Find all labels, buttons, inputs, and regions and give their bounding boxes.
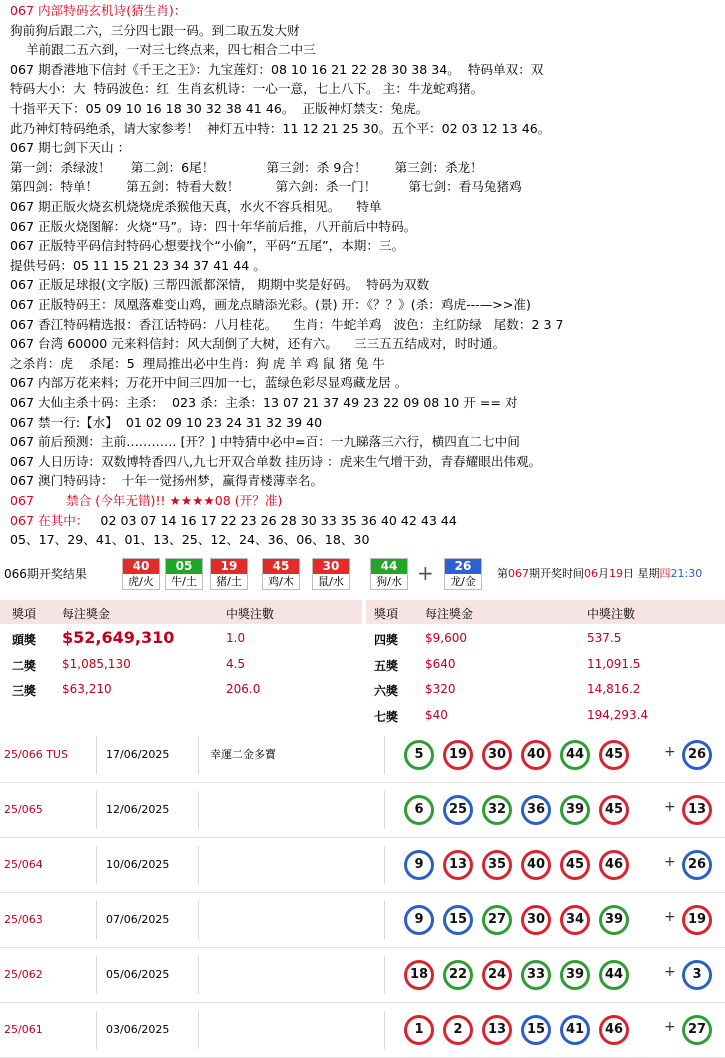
text-line: 特码大小：大 特码波色：红 生肖玄机诗：一心一意，七上八下。 主：牛龙蛇鸡猪。 xyxy=(10,81,484,97)
history-ball: 35 xyxy=(482,850,512,880)
next-draw-weekday: 四 xyxy=(659,567,671,580)
history-ball: 9 xyxy=(404,905,434,935)
text-line: 狗前狗后跟二六，三分四七跟一码。到二取五发大财 xyxy=(10,22,300,38)
result-ball-zodiac: 狗/水 xyxy=(376,575,402,588)
result-ball-number: 30 xyxy=(313,559,349,574)
text-line: 提供号码：05 11 15 21 23 34 37 41 44 。 xyxy=(10,257,266,273)
column-divider xyxy=(384,901,385,939)
prize-amount: $640 xyxy=(425,656,456,671)
column-divider xyxy=(96,791,97,829)
history-special-ball: 13 xyxy=(682,795,712,825)
text-line: 此乃神灯特码绝杀，请大家参考！ 神灯五中特：11 12 21 25 30。五个平：02 03 12 13 46。 xyxy=(10,120,551,136)
next-draw-month: 06 xyxy=(584,567,598,580)
history-ball: 45 xyxy=(599,740,629,770)
prize-table xyxy=(0,600,725,726)
column-divider xyxy=(198,1011,199,1049)
column-divider xyxy=(384,846,385,884)
history-ball: 9 xyxy=(404,850,434,880)
prize-name: 頭獎 xyxy=(12,633,37,647)
column-divider xyxy=(96,736,97,774)
text-line: 第四剑：特单！ 第五剑：特看大数！ 第六剑：杀一门！ 第七剑：看马兔猪鸡 xyxy=(10,179,522,195)
history-ball: 34 xyxy=(560,905,590,935)
prize-amount: $52,649,310 xyxy=(62,628,175,647)
next-draw-time: 21:30 xyxy=(670,567,703,580)
history-date: 07/06/2025 xyxy=(106,913,170,926)
prize-header-cell: 中獎注數 xyxy=(587,607,636,621)
result-ball-tile xyxy=(312,558,350,590)
history-note: 幸運二金多寶 xyxy=(210,748,276,761)
prize-name: 三獎 xyxy=(12,684,37,698)
prize-header-cell: 每注獎金 xyxy=(425,607,474,621)
text-line: 067 台湾 60000 元来料信封：风大刮倒了大树，还有六。 三三五五结成对，时时通。 xyxy=(10,336,506,352)
prize-count: 4.5 xyxy=(226,656,246,671)
history-ball: 39 xyxy=(560,795,590,825)
prize-header-right xyxy=(366,600,725,624)
history-ball: 15 xyxy=(443,905,473,935)
results-strip-label: 066期开奖结果 xyxy=(4,567,87,581)
history-ball: 46 xyxy=(599,1015,629,1045)
history-ball: 36 xyxy=(521,795,551,825)
history-special-ball: 19 xyxy=(682,905,712,935)
prize-name: 五獎 xyxy=(374,658,399,673)
history-issue: 25/063 xyxy=(4,913,43,926)
history-issue: 25/062 xyxy=(4,968,43,981)
column-divider xyxy=(198,846,199,884)
prize-amount: $40 xyxy=(425,707,448,722)
prize-count: 194,293.4 xyxy=(587,707,649,722)
history-date: 03/06/2025 xyxy=(106,1023,170,1036)
column-divider xyxy=(384,956,385,994)
text-line: 067 澳门特码诗： 十年一觉扬州梦，赢得青楼薄幸名。 xyxy=(10,473,324,489)
history-special-ball: 27 xyxy=(682,1015,712,1045)
prize-header-cell: 中獎注數 xyxy=(226,607,275,621)
special-ball-number: 26 xyxy=(445,559,481,574)
result-ball-number: 45 xyxy=(263,559,299,574)
text-line: 067 大仙主杀十码：主杀： 023 杀：主杀：13 07 21 37 49 23 22 09 08 10 开 == 对 xyxy=(10,395,518,410)
text-line: 第一剑：杀绿波！ 第二剑：6尾！ 第三剑：杀 9合！ 第三剑：杀龙！ xyxy=(10,159,483,175)
history-ball: 41 xyxy=(560,1015,590,1045)
text-line: 067 期七剑下天山 ： xyxy=(10,140,131,156)
plus-sign: + xyxy=(664,854,676,870)
result-ball-number: 40 xyxy=(123,559,159,574)
history-date: 05/06/2025 xyxy=(106,968,170,981)
text-line: 067 香江特码精选报：香江话特码：八月桂花。 生肖：牛蛇羊鸡 波色：主红防绿 尾数：2 3 7 xyxy=(10,316,564,332)
text-line: 067 人日历诗：双数博特香四八,九七开双合单数 挂历诗 ：虎来生气增干劲，青春耀眼出伟观。 xyxy=(10,453,542,469)
text-line-body: 02 03 07 14 16 17 22 23 26 28 30 33 35 36 40 42 43 44 xyxy=(88,512,457,528)
prize-count: 1.0 xyxy=(226,631,246,645)
result-ball-tile xyxy=(210,558,248,590)
text-line: 067 禁一行:【水】 01 02 09 10 23 24 31 32 39 40 xyxy=(10,414,323,430)
column-divider xyxy=(96,846,97,884)
history-ball: 13 xyxy=(443,850,473,880)
column-divider xyxy=(198,791,199,829)
history-ball: 45 xyxy=(599,795,629,825)
text-line-prefix: 067 在其中： xyxy=(10,512,89,528)
plus-sign: + xyxy=(664,799,676,815)
text-line: 之杀肖：虎 杀尾：5 理局推出必中生肖：狗 虎 羊 鸡 鼠 猪 兔 牛 xyxy=(10,355,385,371)
next-draw-day: 19 xyxy=(609,567,623,580)
result-ball-number: 44 xyxy=(371,559,407,574)
special-ball-zodiac: 龙/金 xyxy=(450,575,476,588)
prize-amount: $9,600 xyxy=(425,631,467,645)
text-line: 067 正版特平码信封特码心想要找个“小偷”，平码“五尾”，本期：三。 xyxy=(10,238,405,254)
prize-count: 537.5 xyxy=(587,631,622,645)
text-line: 067 正版特码王：凤凰落难变山鸡，画龙点睛添光彩。(景) 开：《？？》(杀：鸡虎---—>>准) xyxy=(10,297,531,312)
result-ball-zodiac: 牛/土 xyxy=(171,575,197,588)
plus-sign: + xyxy=(417,561,434,585)
prize-name: 四獎 xyxy=(374,633,399,647)
column-divider xyxy=(96,901,97,939)
prize-count: 14,816.2 xyxy=(587,682,641,696)
plus-sign: + xyxy=(664,744,676,760)
plus-sign: + xyxy=(664,964,676,980)
result-ball-number: 19 xyxy=(211,559,247,574)
text-line: 067 禁合 (今年无错)!! ★★★★08 (开？准) xyxy=(10,493,283,508)
text-line: 十指平天下：05 09 10 16 18 30 32 38 41 46。 正版神灯禁支：兔虎。 xyxy=(10,101,429,116)
history-ball: 18 xyxy=(404,960,434,990)
result-ball-tile xyxy=(262,558,300,590)
prize-amount: $63,210 xyxy=(62,682,112,696)
text-line: 067 正版火烧图解：火烧“马”。诗：四十年华前后推，八开前后中特码。 xyxy=(10,218,417,234)
result-ball-tile xyxy=(122,558,160,590)
history-ball: 46 xyxy=(599,850,629,880)
history-ball: 44 xyxy=(599,960,629,990)
history-ball: 6 xyxy=(404,795,434,825)
text-line: 067 期香港地下信封《千王之王》：九宝莲灯：08 10 16 21 22 28 30 38 34。 特码单双：双 xyxy=(10,61,544,77)
plus-sign: + xyxy=(664,1019,676,1035)
prize-count: 11,091.5 xyxy=(587,656,641,671)
column-divider xyxy=(384,791,385,829)
history-ball: 22 xyxy=(443,960,473,990)
column-divider xyxy=(384,1011,385,1049)
history-ball: 44 xyxy=(560,740,590,770)
history-issue: 25/061 xyxy=(4,1023,43,1036)
history-date: 12/06/2025 xyxy=(106,803,170,816)
history-row xyxy=(0,1003,725,1058)
prize-header-cell: 獎項 xyxy=(374,607,399,621)
text-line: 067 期正版火烧玄机烧烧虎杀猴他天真，水火不容兵相见。 特单 xyxy=(10,199,382,214)
text-line: 067 正版足球报(文字版) 三帮四派都深情， 期期中奖是好码。 特码为双数 xyxy=(10,277,430,293)
result-ball-zodiac: 鸡/木 xyxy=(268,575,294,588)
history-special-ball: 26 xyxy=(682,850,712,880)
result-ball-tile xyxy=(370,558,408,590)
column-divider xyxy=(96,1011,97,1049)
column-divider xyxy=(198,901,199,939)
prize-amount: $320 xyxy=(425,682,456,696)
prize-header-cell: 獎項 xyxy=(12,607,37,621)
prize-name: 二獎 xyxy=(12,658,37,673)
history-ball: 25 xyxy=(443,795,473,825)
history-date: 10/06/2025 xyxy=(106,858,170,871)
history-ball: 40 xyxy=(521,850,551,880)
history-issue: 25/066 TUS xyxy=(4,748,68,761)
history-ball: 27 xyxy=(482,905,512,935)
history-row xyxy=(0,728,725,783)
history-ball: 32 xyxy=(482,795,512,825)
column-divider xyxy=(198,736,199,774)
next-draw-issue: 067 xyxy=(508,567,529,580)
column-divider xyxy=(198,956,199,994)
text-line: 067 前后预测：主前………… [开？] 中特猜中必中=百：一九睇落三六行，横四直二七中间 xyxy=(10,434,520,450)
text-line: 067 内部万花来料；万花开中间三四加一七，蓝绿色彩尽显鸡藏龙居 。 xyxy=(10,375,408,391)
history-ball: 39 xyxy=(599,905,629,935)
prize-count: 206.0 xyxy=(226,682,261,696)
draw-history-table xyxy=(0,728,725,1053)
text-line xyxy=(10,512,457,530)
result-ball-tile xyxy=(165,558,203,590)
result-ball-zodiac: 猪/土 xyxy=(216,575,242,588)
text-line: 羊前跟二五六到，一对三七终点来，四七相合二中三 xyxy=(10,42,316,58)
column-divider xyxy=(96,956,97,994)
prize-header-cell: 每注獎金 xyxy=(62,607,111,621)
history-ball: 5 xyxy=(404,740,434,770)
history-ball: 39 xyxy=(560,960,590,990)
history-date: 17/06/2025 xyxy=(106,748,170,761)
history-row xyxy=(0,783,725,838)
special-ball-tile xyxy=(444,558,482,590)
history-ball: 33 xyxy=(521,960,551,990)
result-ball-zodiac: 虎/火 xyxy=(128,575,154,588)
history-ball: 24 xyxy=(482,960,512,990)
history-special-ball: 3 xyxy=(682,960,712,990)
history-ball: 15 xyxy=(521,1015,551,1045)
history-ball: 2 xyxy=(443,1015,473,1045)
history-row xyxy=(0,838,725,893)
text-line: 067 内部特码玄机诗(猜生肖)： xyxy=(10,3,187,18)
prize-amount: $1,085,130 xyxy=(62,656,131,671)
history-row xyxy=(0,948,725,1003)
history-ball: 40 xyxy=(521,740,551,770)
history-ball: 45 xyxy=(560,850,590,880)
prize-header-left xyxy=(0,600,362,624)
prize-name: 七獎 xyxy=(374,709,399,724)
column-divider xyxy=(384,736,385,774)
next-draw-info: 第067期开奖时间06月19日 星期四21:30 xyxy=(497,567,703,580)
result-ball-number: 05 xyxy=(166,559,202,574)
plus-sign: + xyxy=(664,909,676,925)
prize-name: 六獎 xyxy=(374,684,399,698)
history-special-ball: 26 xyxy=(682,740,712,770)
history-ball: 19 xyxy=(443,740,473,770)
history-row xyxy=(0,893,725,948)
history-ball: 13 xyxy=(482,1015,512,1045)
results-strip xyxy=(0,557,725,593)
history-ball: 30 xyxy=(521,905,551,935)
result-ball-zodiac: 鼠/水 xyxy=(318,575,344,588)
history-issue: 25/065 xyxy=(4,803,43,816)
history-ball: 1 xyxy=(404,1015,434,1045)
history-issue: 25/064 xyxy=(4,858,43,871)
text-line: 05、17、29、41、01、13、25、12、24、36、06、18、30 xyxy=(10,532,370,548)
history-ball: 30 xyxy=(482,740,512,770)
